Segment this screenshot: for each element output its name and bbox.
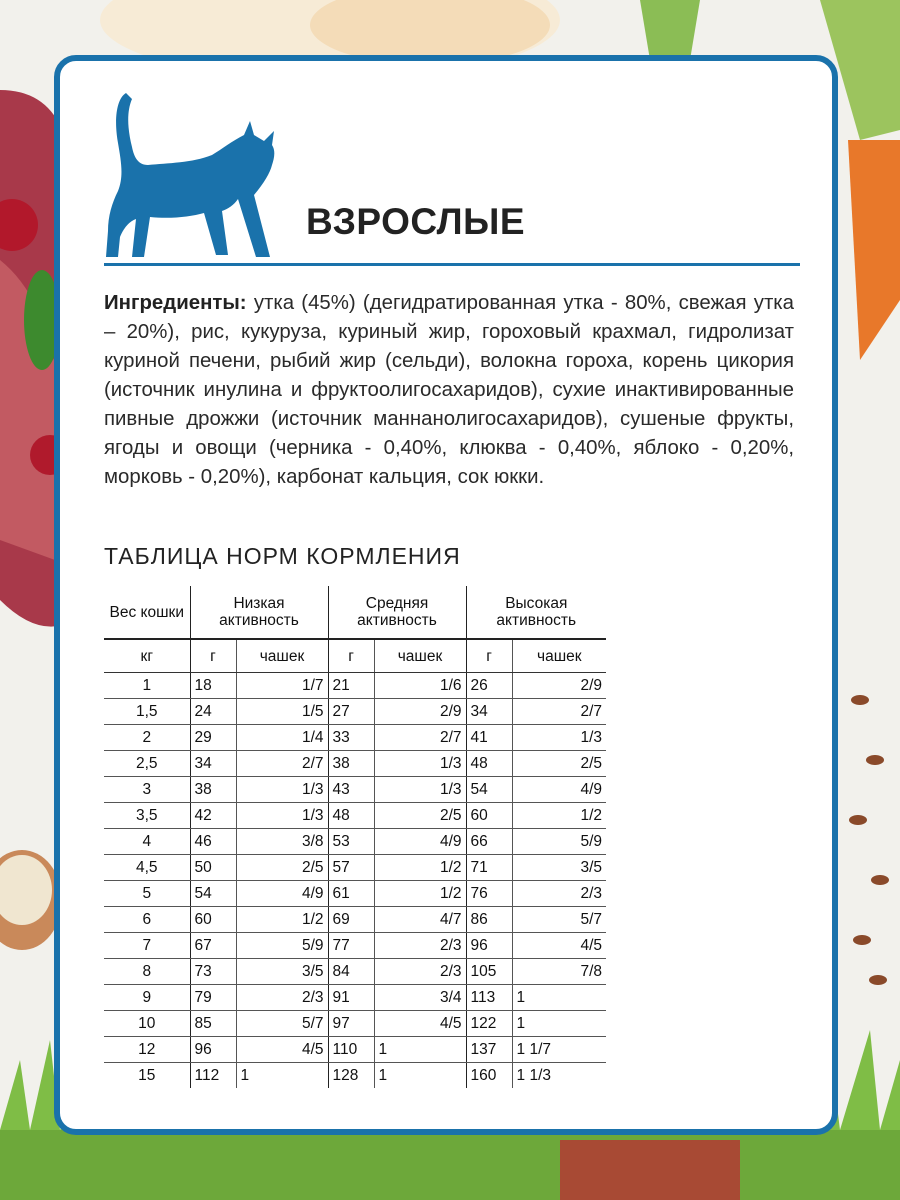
cups-low-cell: 1 (236, 1063, 328, 1089)
grams-low-cell: 60 (190, 907, 236, 933)
unit-cups-low: чашек (236, 639, 328, 673)
weight-cell: 2 (104, 725, 190, 751)
grams-low-cell: 34 (190, 751, 236, 777)
grams-high-cell: 160 (466, 1063, 512, 1089)
greens-image (640, 0, 700, 60)
cups-medium-cell: 1/6 (374, 673, 466, 699)
grams-low-cell: 18 (190, 673, 236, 699)
grams-medium-cell: 91 (328, 985, 374, 1011)
cups-low-cell: 1/4 (236, 725, 328, 751)
grams-low-cell: 29 (190, 725, 236, 751)
cups-medium-cell: 4/9 (374, 829, 466, 855)
header-high-activity: Высокая активность (466, 586, 606, 639)
cups-low-cell: 2/5 (236, 855, 328, 881)
cups-low-cell: 5/7 (236, 1011, 328, 1037)
weight-cell: 7 (104, 933, 190, 959)
weight-cell: 4,5 (104, 855, 190, 881)
grams-medium-cell: 128 (328, 1063, 374, 1089)
grams-medium-cell: 57 (328, 855, 374, 881)
weight-cell: 3,5 (104, 803, 190, 829)
grams-high-cell: 66 (466, 829, 512, 855)
cups-high-cell: 2/9 (512, 673, 606, 699)
grams-medium-cell: 48 (328, 803, 374, 829)
grams-low-cell: 24 (190, 699, 236, 725)
cups-high-cell: 1 (512, 985, 606, 1011)
grams-low-cell: 112 (190, 1063, 236, 1089)
grams-high-cell: 26 (466, 673, 512, 699)
weight-cell: 2,5 (104, 751, 190, 777)
grams-medium-cell: 84 (328, 959, 374, 985)
grams-high-cell: 71 (466, 855, 512, 881)
cups-medium-cell: 2/9 (374, 699, 466, 725)
grams-medium-cell: 43 (328, 777, 374, 803)
unit-g-medium: г (328, 639, 374, 673)
feeding-table (104, 586, 606, 1088)
grams-high-cell: 86 (466, 907, 512, 933)
cups-high-cell: 2/7 (512, 699, 606, 725)
table-row (104, 881, 606, 907)
grams-high-cell: 105 (466, 959, 512, 985)
cups-medium-cell: 4/7 (374, 907, 466, 933)
cups-medium-cell: 1/2 (374, 881, 466, 907)
header-weight: Вес кошки (104, 586, 190, 639)
weight-cell: 10 (104, 1011, 190, 1037)
grams-high-cell: 96 (466, 933, 512, 959)
cups-low-cell: 1/3 (236, 777, 328, 803)
cups-low-cell: 1/2 (236, 907, 328, 933)
weight-cell: 8 (104, 959, 190, 985)
grams-high-cell: 41 (466, 725, 512, 751)
cups-medium-cell: 1/3 (374, 777, 466, 803)
cups-high-cell: 1 1/7 (512, 1037, 606, 1063)
weight-cell: 12 (104, 1037, 190, 1063)
table-row (104, 699, 606, 725)
cups-high-cell: 7/8 (512, 959, 606, 985)
grams-low-cell: 96 (190, 1037, 236, 1063)
grams-medium-cell: 33 (328, 725, 374, 751)
cups-low-cell: 4/5 (236, 1037, 328, 1063)
feeding-table-title: ТАБЛИЦА НОРМ КОРМЛЕНИЯ (104, 543, 461, 569)
grams-low-cell: 50 (190, 855, 236, 881)
cups-medium-cell: 1 (374, 1037, 466, 1063)
weight-cell: 3 (104, 777, 190, 803)
cups-high-cell: 1/3 (512, 725, 606, 751)
table-row (104, 1037, 606, 1063)
cups-low-cell: 1/5 (236, 699, 328, 725)
grams-medium-cell: 27 (328, 699, 374, 725)
table-row (104, 933, 606, 959)
grams-low-cell: 38 (190, 777, 236, 803)
grams-medium-cell: 97 (328, 1011, 374, 1037)
cups-high-cell: 3/5 (512, 855, 606, 881)
weight-cell: 4 (104, 829, 190, 855)
unit-cups-medium: чашек (374, 639, 466, 673)
header-low-activity: Низкая активность (190, 586, 328, 639)
weight-cell: 5 (104, 881, 190, 907)
cups-medium-cell: 3/4 (374, 985, 466, 1011)
cat-icon (104, 91, 286, 263)
cups-high-cell: 2/3 (512, 881, 606, 907)
cups-high-cell: 5/7 (512, 907, 606, 933)
weight-cell: 15 (138, 1066, 156, 1084)
grams-high-cell: 54 (466, 777, 512, 803)
cups-low-cell: 2/3 (236, 985, 328, 1011)
cups-low-cell: 1/7 (236, 673, 328, 699)
cups-high-cell: 1 1/3 (512, 1063, 606, 1089)
grams-high-cell: 113 (466, 985, 512, 1011)
table-row (104, 959, 606, 985)
table-row (104, 829, 606, 855)
unit-g-low: г (190, 639, 236, 673)
table-row (104, 725, 606, 751)
table-row (104, 1063, 606, 1089)
weight-cell: 1,5 (104, 699, 190, 725)
table-row (104, 803, 606, 829)
cups-medium-cell: 2/5 (374, 803, 466, 829)
grams-low-cell: 73 (190, 959, 236, 985)
grams-medium-cell: 77 (328, 933, 374, 959)
cups-low-cell: 2/7 (236, 751, 328, 777)
cups-medium-cell: 2/3 (374, 959, 466, 985)
unit-cups-high: чашек (512, 639, 606, 673)
cups-medium-cell: 1 (374, 1063, 466, 1089)
grams-low-cell: 54 (190, 881, 236, 907)
grams-low-cell: 67 (190, 933, 236, 959)
weight-cell: 1 (104, 673, 190, 699)
table-row (104, 907, 606, 933)
cups-high-cell: 1/2 (512, 803, 606, 829)
header-medium-activity: Средняя активность (328, 586, 466, 639)
grams-high-cell: 60 (466, 803, 512, 829)
grams-medium-cell: 110 (328, 1037, 374, 1063)
cups-low-cell: 3/8 (236, 829, 328, 855)
grass-image (0, 1130, 900, 1200)
grams-high-cell: 122 (466, 1011, 512, 1037)
unit-g-high: г (466, 639, 512, 673)
table-row (104, 1011, 606, 1037)
cups-medium-cell: 1/3 (374, 751, 466, 777)
grams-low-cell: 79 (190, 985, 236, 1011)
table-row (104, 777, 606, 803)
grams-high-cell: 137 (466, 1037, 512, 1063)
grams-high-cell: 34 (466, 699, 512, 725)
grams-high-cell: 76 (466, 881, 512, 907)
cups-high-cell: 5/9 (512, 829, 606, 855)
ingredients-label: Ингредиенты: (104, 292, 247, 314)
cups-low-cell: 1/3 (236, 803, 328, 829)
grams-medium-cell: 69 (328, 907, 374, 933)
grams-medium-cell: 21 (328, 673, 374, 699)
grams-low-cell: 42 (190, 803, 236, 829)
ingredients-paragraph (104, 289, 794, 492)
cups-medium-cell: 4/5 (374, 1011, 466, 1037)
cups-medium-cell: 2/3 (374, 933, 466, 959)
grams-medium-cell: 53 (328, 829, 374, 855)
table-row (104, 985, 606, 1011)
title-divider (104, 263, 800, 266)
cups-high-cell: 4/9 (512, 777, 606, 803)
info-card (54, 55, 838, 1135)
cups-low-cell: 5/9 (236, 933, 328, 959)
cups-medium-cell: 1/2 (374, 855, 466, 881)
table-row (104, 673, 606, 699)
table-row (104, 751, 606, 777)
grams-low-cell: 46 (190, 829, 236, 855)
grams-high-cell: 48 (466, 751, 512, 777)
ingredients-text: утка (45%) (дегидратированная утка - 80%, свежая утка – 20%), рис, кукуруза, куриный жир, гороховый крахмал, гидролизат куриной печени, рыбий жир (сельди), волокна гороха, корень цикория (источник инулина и фруктоолигосахаридов), сухие инактивированные пивные дрожжи (источник маннанолигосахаридов), сушеные фрукты, ягоды и овощи (черника - 0,40%, клюква - 0,40%, яблоко - 0,20%, морковь - 0,20%), карбонат кальция, сок юкки. (104, 292, 794, 488)
table-row (104, 855, 606, 881)
weight-cell: 6 (104, 907, 190, 933)
grams-medium-cell: 61 (328, 881, 374, 907)
page-title: ВЗРОСЛЫЕ (306, 201, 526, 242)
cups-high-cell: 4/5 (512, 933, 606, 959)
grams-low-cell: 85 (190, 1011, 236, 1037)
cups-low-cell: 3/5 (236, 959, 328, 985)
cups-high-cell: 2/5 (512, 751, 606, 777)
grams-medium-cell: 38 (328, 751, 374, 777)
cups-medium-cell: 2/7 (374, 725, 466, 751)
cups-low-cell: 4/9 (236, 881, 328, 907)
weight-cell: 9 (104, 985, 190, 1011)
cups-high-cell: 1 (512, 1011, 606, 1037)
unit-kg: кг (104, 639, 190, 673)
